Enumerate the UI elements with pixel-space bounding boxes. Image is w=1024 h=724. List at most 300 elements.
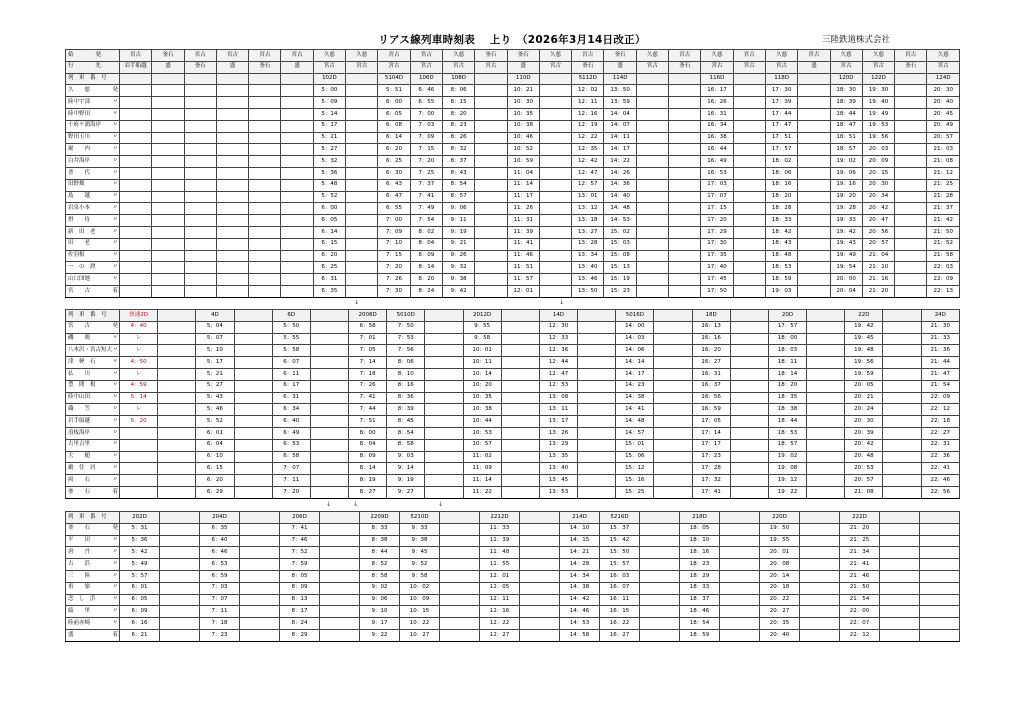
time-cell <box>320 582 360 594</box>
header-cell: 宮古 <box>862 61 894 73</box>
time-cell <box>895 144 927 156</box>
time-cell <box>640 606 680 618</box>
time-cell: 20：04 <box>830 285 862 297</box>
time-cell <box>160 618 200 630</box>
time-cell <box>654 321 692 333</box>
time-cell: 6：14 <box>378 132 410 144</box>
time-cell: 20：53 <box>845 463 883 475</box>
time-cell: 15：23 <box>604 285 636 297</box>
time-cell <box>120 203 152 215</box>
time-cell <box>880 523 920 535</box>
time-cell: 8：05 <box>280 570 320 582</box>
time-cell: 6：09 <box>120 606 160 618</box>
time-cell <box>520 547 560 559</box>
time-cell <box>807 486 845 498</box>
dep-arr-mark: 〃 <box>112 382 118 389</box>
time-cell: 8：00 <box>349 427 387 439</box>
time-cell <box>880 629 920 641</box>
time-cell: 16：15 <box>600 606 640 618</box>
time-cell: 18：30 <box>830 85 862 97</box>
dep-arr-mark: 〃 <box>112 358 118 365</box>
time-cell <box>636 250 668 262</box>
time-cell <box>501 486 539 498</box>
time-cell <box>475 238 507 250</box>
time-cell <box>520 606 560 618</box>
time-cell: 18：48 <box>765 250 797 262</box>
time-cell: 7：51 <box>349 416 387 428</box>
time-cell <box>120 179 152 191</box>
time-cell <box>216 132 248 144</box>
time-cell: 17：20 <box>701 215 733 227</box>
time-cell: 8：02 <box>410 226 442 238</box>
time-cell: 13：53 <box>539 486 577 498</box>
time-cell: 6：14 <box>313 226 345 238</box>
time-cell: 6：59 <box>200 570 240 582</box>
origin-row <box>66 50 960 62</box>
time-cell <box>234 392 272 404</box>
station-row <box>66 274 960 286</box>
time-cell <box>730 486 768 498</box>
station-row <box>66 475 960 487</box>
station-name <box>66 606 120 618</box>
header-cell: 18D <box>692 310 730 322</box>
time-cell <box>798 156 830 168</box>
header-cell <box>636 73 668 85</box>
time-cell: 9：03 <box>387 451 425 463</box>
time-cell <box>440 629 480 641</box>
time-cell: 5：36 <box>313 167 345 179</box>
station-label: 久 慈 <box>68 87 91 94</box>
time-cell <box>636 132 668 144</box>
time-cell <box>346 85 378 97</box>
time-cell: 6：11 <box>272 368 310 380</box>
time-cell <box>520 523 560 535</box>
time-cell: 7：09 <box>378 226 410 238</box>
time-cell <box>310 368 348 380</box>
time-cell: 5：48 <box>313 179 345 191</box>
time-cell: 22：12 <box>840 629 880 641</box>
time-cell <box>807 463 845 475</box>
time-cell: 5：21 <box>196 368 234 380</box>
connection-arrow: ↓ <box>326 501 332 508</box>
time-cell <box>636 215 668 227</box>
time-cell <box>733 132 765 144</box>
time-cell <box>539 215 571 227</box>
time-cell <box>216 226 248 238</box>
time-cell: 6：05 <box>378 108 410 120</box>
station-name <box>66 179 120 191</box>
dep-arr-mark: 〃 <box>112 619 118 626</box>
header-cell: 久慈 <box>927 50 960 62</box>
time-cell: 5：09 <box>313 97 345 109</box>
time-cell: 19：49 <box>862 108 894 120</box>
header-cell <box>520 512 560 524</box>
time-cell: 10：14 <box>463 368 501 380</box>
header-cell: 222D <box>840 512 880 524</box>
time-cell <box>539 285 571 297</box>
time-cell: 6：49 <box>272 427 310 439</box>
time-cell <box>720 559 760 571</box>
time-cell <box>539 203 571 215</box>
time-cell: 14：26 <box>604 167 636 179</box>
time-cell: 20：21 <box>845 392 883 404</box>
time-cell: 20：14 <box>760 570 800 582</box>
time-cell: 18：29 <box>680 570 720 582</box>
time-cell <box>120 274 152 286</box>
time-cell: 15：37 <box>600 523 640 535</box>
station-row <box>66 439 960 451</box>
time-cell <box>669 226 701 238</box>
time-cell <box>281 144 313 156</box>
time-cell <box>669 120 701 132</box>
time-cell: 22：27 <box>921 427 959 439</box>
header-cell: 宮古 <box>184 50 216 62</box>
time-cell: 21：20 <box>840 523 880 535</box>
time-cell: 7：09 <box>410 132 442 144</box>
time-cell: 18：38 <box>768 404 806 416</box>
time-cell: 13：34 <box>572 250 604 262</box>
station-label: 釜 石 <box>68 488 91 495</box>
time-cell: 14：17 <box>604 144 636 156</box>
time-cell <box>578 345 616 357</box>
time-cell: 17：51 <box>765 132 797 144</box>
header-cell: 久慈 <box>862 50 894 62</box>
time-cell: 22：00 <box>840 606 880 618</box>
time-cell <box>184 120 216 132</box>
time-cell: 10：52 <box>507 144 539 156</box>
time-cell <box>310 463 348 475</box>
station-label: 陸中山田 <box>68 394 91 401</box>
time-cell: 6：05 <box>120 594 160 606</box>
time-cell <box>249 274 281 286</box>
time-cell <box>669 167 701 179</box>
time-cell: 8：24 <box>280 618 320 630</box>
time-cell: 14：10 <box>560 523 600 535</box>
time-cell: 7：15 <box>410 144 442 156</box>
time-cell <box>120 285 152 297</box>
time-cell <box>807 345 845 357</box>
header-cell <box>798 73 830 85</box>
time-cell: 22：56 <box>921 486 959 498</box>
station-row <box>66 629 960 641</box>
time-cell <box>895 85 927 97</box>
time-cell: 7：20 <box>410 156 442 168</box>
time-cell: 21：41 <box>840 559 880 571</box>
time-cell <box>158 345 196 357</box>
time-cell: 13：50 <box>604 85 636 97</box>
station-row <box>66 132 960 144</box>
time-cell: 22：09 <box>927 274 960 286</box>
time-cell: 10：53 <box>463 427 501 439</box>
time-cell <box>160 629 200 641</box>
header-cell: 宮古 <box>120 50 152 62</box>
time-cell <box>216 215 248 227</box>
time-cell: 8：29 <box>280 629 320 641</box>
time-cell <box>920 582 960 594</box>
time-cell: 17：45 <box>701 274 733 286</box>
time-cell <box>636 156 668 168</box>
time-cell: 19：45 <box>845 333 883 345</box>
time-cell: 5：00 <box>313 85 345 97</box>
time-cell <box>720 594 760 606</box>
time-cell: 8：04 <box>410 238 442 250</box>
time-cell <box>539 226 571 238</box>
time-cell: レ <box>120 368 158 380</box>
row-label: 列 車 番 号 <box>66 512 120 524</box>
time-cell: 14：03 <box>616 333 654 345</box>
time-cell: 10：27 <box>400 629 440 641</box>
time-cell: 19：02 <box>768 451 806 463</box>
time-cell <box>184 262 216 274</box>
station-label: 野田玉川 <box>68 134 91 141</box>
time-cell: 21：30 <box>921 321 959 333</box>
station-label: 普 代 <box>68 169 91 176</box>
time-cell <box>184 85 216 97</box>
header-cell: 124D <box>927 73 960 85</box>
time-cell <box>640 570 680 582</box>
header-cell: 宮古 <box>669 50 701 62</box>
time-cell <box>654 357 692 369</box>
time-cell <box>669 85 701 97</box>
time-cell: 11：31 <box>507 215 539 227</box>
header-cell: 20D <box>768 310 806 322</box>
time-cell <box>720 582 760 594</box>
time-cell: 18：33 <box>680 582 720 594</box>
time-cell <box>798 226 830 238</box>
time-cell <box>539 238 571 250</box>
dep-arr-mark: 〃 <box>112 429 118 436</box>
time-cell <box>234 345 272 357</box>
header-cell <box>216 73 248 85</box>
station-label: 陸中野田 <box>68 110 91 117</box>
time-cell: 6：00 <box>378 97 410 109</box>
time-cell: 7：30 <box>378 285 410 297</box>
time-cell: 7：00 <box>378 215 410 227</box>
time-cell: 7：07 <box>200 594 240 606</box>
header-cell: 2209D <box>360 512 400 524</box>
time-cell <box>730 463 768 475</box>
station-name <box>66 535 120 547</box>
header-cell <box>501 310 539 322</box>
time-cell: 5：21 <box>313 132 345 144</box>
time-cell <box>501 439 539 451</box>
station-label: 島 越 <box>68 193 91 200</box>
time-cell <box>501 392 539 404</box>
dep-arr-mark: 〃 <box>112 406 118 413</box>
header-cell: 206D <box>280 512 320 524</box>
time-cell: 14：21 <box>560 547 600 559</box>
station-label: 釜 石 <box>68 525 91 532</box>
time-cell: 5：36 <box>120 535 160 547</box>
time-cell: 7：15 <box>378 250 410 262</box>
time-cell <box>240 523 280 535</box>
time-cell: 5：27 <box>313 144 345 156</box>
time-cell: 6：53 <box>272 439 310 451</box>
header-cell: 釜石 <box>895 61 927 73</box>
time-cell: 16：07 <box>600 582 640 594</box>
time-cell <box>880 594 920 606</box>
time-cell: 10：09 <box>400 594 440 606</box>
station-row <box>66 120 960 132</box>
timetable-miyako-kamaishi <box>65 309 960 499</box>
time-cell: 19：20 <box>830 191 862 203</box>
time-cell <box>895 285 927 297</box>
time-cell <box>800 535 840 547</box>
time-cell <box>798 132 830 144</box>
time-cell: 21：28 <box>927 191 960 203</box>
time-cell: 17：32 <box>692 475 730 487</box>
time-cell <box>152 120 184 132</box>
time-cell: 12：11 <box>572 97 604 109</box>
time-cell <box>578 333 616 345</box>
time-cell <box>880 559 920 571</box>
time-cell: 9：27 <box>387 486 425 498</box>
time-cell: 20：30 <box>927 85 960 97</box>
station-name <box>66 321 120 333</box>
time-cell <box>310 427 348 439</box>
header-cell: 宮古 <box>378 61 410 73</box>
time-cell: 14：58 <box>560 629 600 641</box>
station-name <box>66 463 120 475</box>
time-cell <box>730 451 768 463</box>
time-cell <box>475 215 507 227</box>
time-cell <box>240 629 280 641</box>
time-cell: 16：31 <box>692 368 730 380</box>
connection-arrow: ↓ <box>438 501 444 508</box>
time-cell <box>475 156 507 168</box>
destination-row <box>66 61 960 73</box>
time-cell: 20：56 <box>862 226 894 238</box>
time-cell <box>895 274 927 286</box>
time-cell <box>216 203 248 215</box>
time-cell: 12：47 <box>539 368 577 380</box>
time-cell <box>320 570 360 582</box>
time-cell <box>475 85 507 97</box>
time-cell <box>440 618 480 630</box>
station-name <box>66 486 120 498</box>
time-cell <box>669 203 701 215</box>
time-cell <box>216 120 248 132</box>
time-cell: 6：15 <box>196 463 234 475</box>
time-cell: 17：47 <box>765 120 797 132</box>
time-cell <box>800 606 840 618</box>
station-name <box>66 238 120 250</box>
time-cell: 8：54 <box>387 427 425 439</box>
time-cell: 5：10 <box>196 345 234 357</box>
time-cell <box>636 144 668 156</box>
station-row <box>66 250 960 262</box>
time-cell <box>152 285 184 297</box>
dep-arr-mark: 〃 <box>112 453 118 460</box>
header-cell <box>320 512 360 524</box>
station-name <box>66 250 120 262</box>
time-cell: 7：44 <box>349 404 387 416</box>
time-cell <box>158 451 196 463</box>
connection-arrow: ↓ <box>354 299 360 306</box>
time-cell: 4：59 <box>120 380 158 392</box>
header-cell: 宮古 <box>346 61 378 73</box>
time-cell <box>798 274 830 286</box>
header-cell <box>475 73 507 85</box>
time-cell: 8：36 <box>387 392 425 404</box>
station-label: 綾 里 <box>68 608 91 615</box>
time-cell: 18：10 <box>680 535 720 547</box>
time-cell <box>475 262 507 274</box>
time-cell <box>578 368 616 380</box>
time-cell <box>216 191 248 203</box>
time-cell <box>578 463 616 475</box>
time-cell <box>798 262 830 274</box>
time-cell <box>425 357 463 369</box>
time-cell <box>346 167 378 179</box>
time-cell <box>895 97 927 109</box>
time-cell <box>654 463 692 475</box>
dep-arr-mark: 着 <box>112 287 118 294</box>
time-cell <box>730 368 768 380</box>
time-cell <box>640 594 680 606</box>
time-cell <box>184 238 216 250</box>
time-cell: 18：02 <box>765 156 797 168</box>
time-cell <box>578 404 616 416</box>
time-cell <box>281 226 313 238</box>
time-cell <box>234 333 272 345</box>
time-cell: 9：06 <box>442 203 474 215</box>
time-cell: 13：40 <box>572 262 604 274</box>
time-cell <box>216 144 248 156</box>
time-cell <box>730 357 768 369</box>
time-cell: 14：42 <box>560 594 600 606</box>
time-cell <box>475 285 507 297</box>
time-cell: 4：40 <box>120 321 158 333</box>
station-row <box>66 226 960 238</box>
time-cell <box>234 463 272 475</box>
time-cell <box>640 618 680 630</box>
time-cell <box>184 144 216 156</box>
time-cell: 13：17 <box>539 416 577 428</box>
time-cell: 17：15 <box>701 203 733 215</box>
time-cell: 15：12 <box>616 463 654 475</box>
station-row <box>66 523 960 535</box>
time-cell <box>720 606 760 618</box>
time-cell: 19：59 <box>845 368 883 380</box>
station-name <box>66 368 120 380</box>
time-cell: 12：47 <box>572 167 604 179</box>
time-cell: 16：20 <box>692 345 730 357</box>
header-cell: 204D <box>200 512 240 524</box>
time-cell <box>281 85 313 97</box>
time-cell <box>733 262 765 274</box>
time-cell <box>654 427 692 439</box>
time-cell: 14：48 <box>616 416 654 428</box>
station-label: 岩泉小本 <box>68 205 91 211</box>
time-cell <box>800 547 840 559</box>
time-cell: 8：09 <box>410 250 442 262</box>
time-cell: 20：45 <box>927 108 960 120</box>
time-cell: 12：42 <box>572 156 604 168</box>
time-cell: 9：21 <box>442 238 474 250</box>
time-cell <box>120 439 158 451</box>
time-cell: 7：20 <box>378 262 410 274</box>
header-cell: 5112D <box>572 73 604 85</box>
time-cell: 19：42 <box>845 321 883 333</box>
connection-arrow: ↓ <box>559 299 565 306</box>
time-cell: 7：18 <box>200 618 240 630</box>
time-cell <box>310 380 348 392</box>
time-cell <box>425 345 463 357</box>
time-cell <box>800 629 840 641</box>
time-cell <box>425 486 463 498</box>
time-cell: 15：16 <box>616 475 654 487</box>
